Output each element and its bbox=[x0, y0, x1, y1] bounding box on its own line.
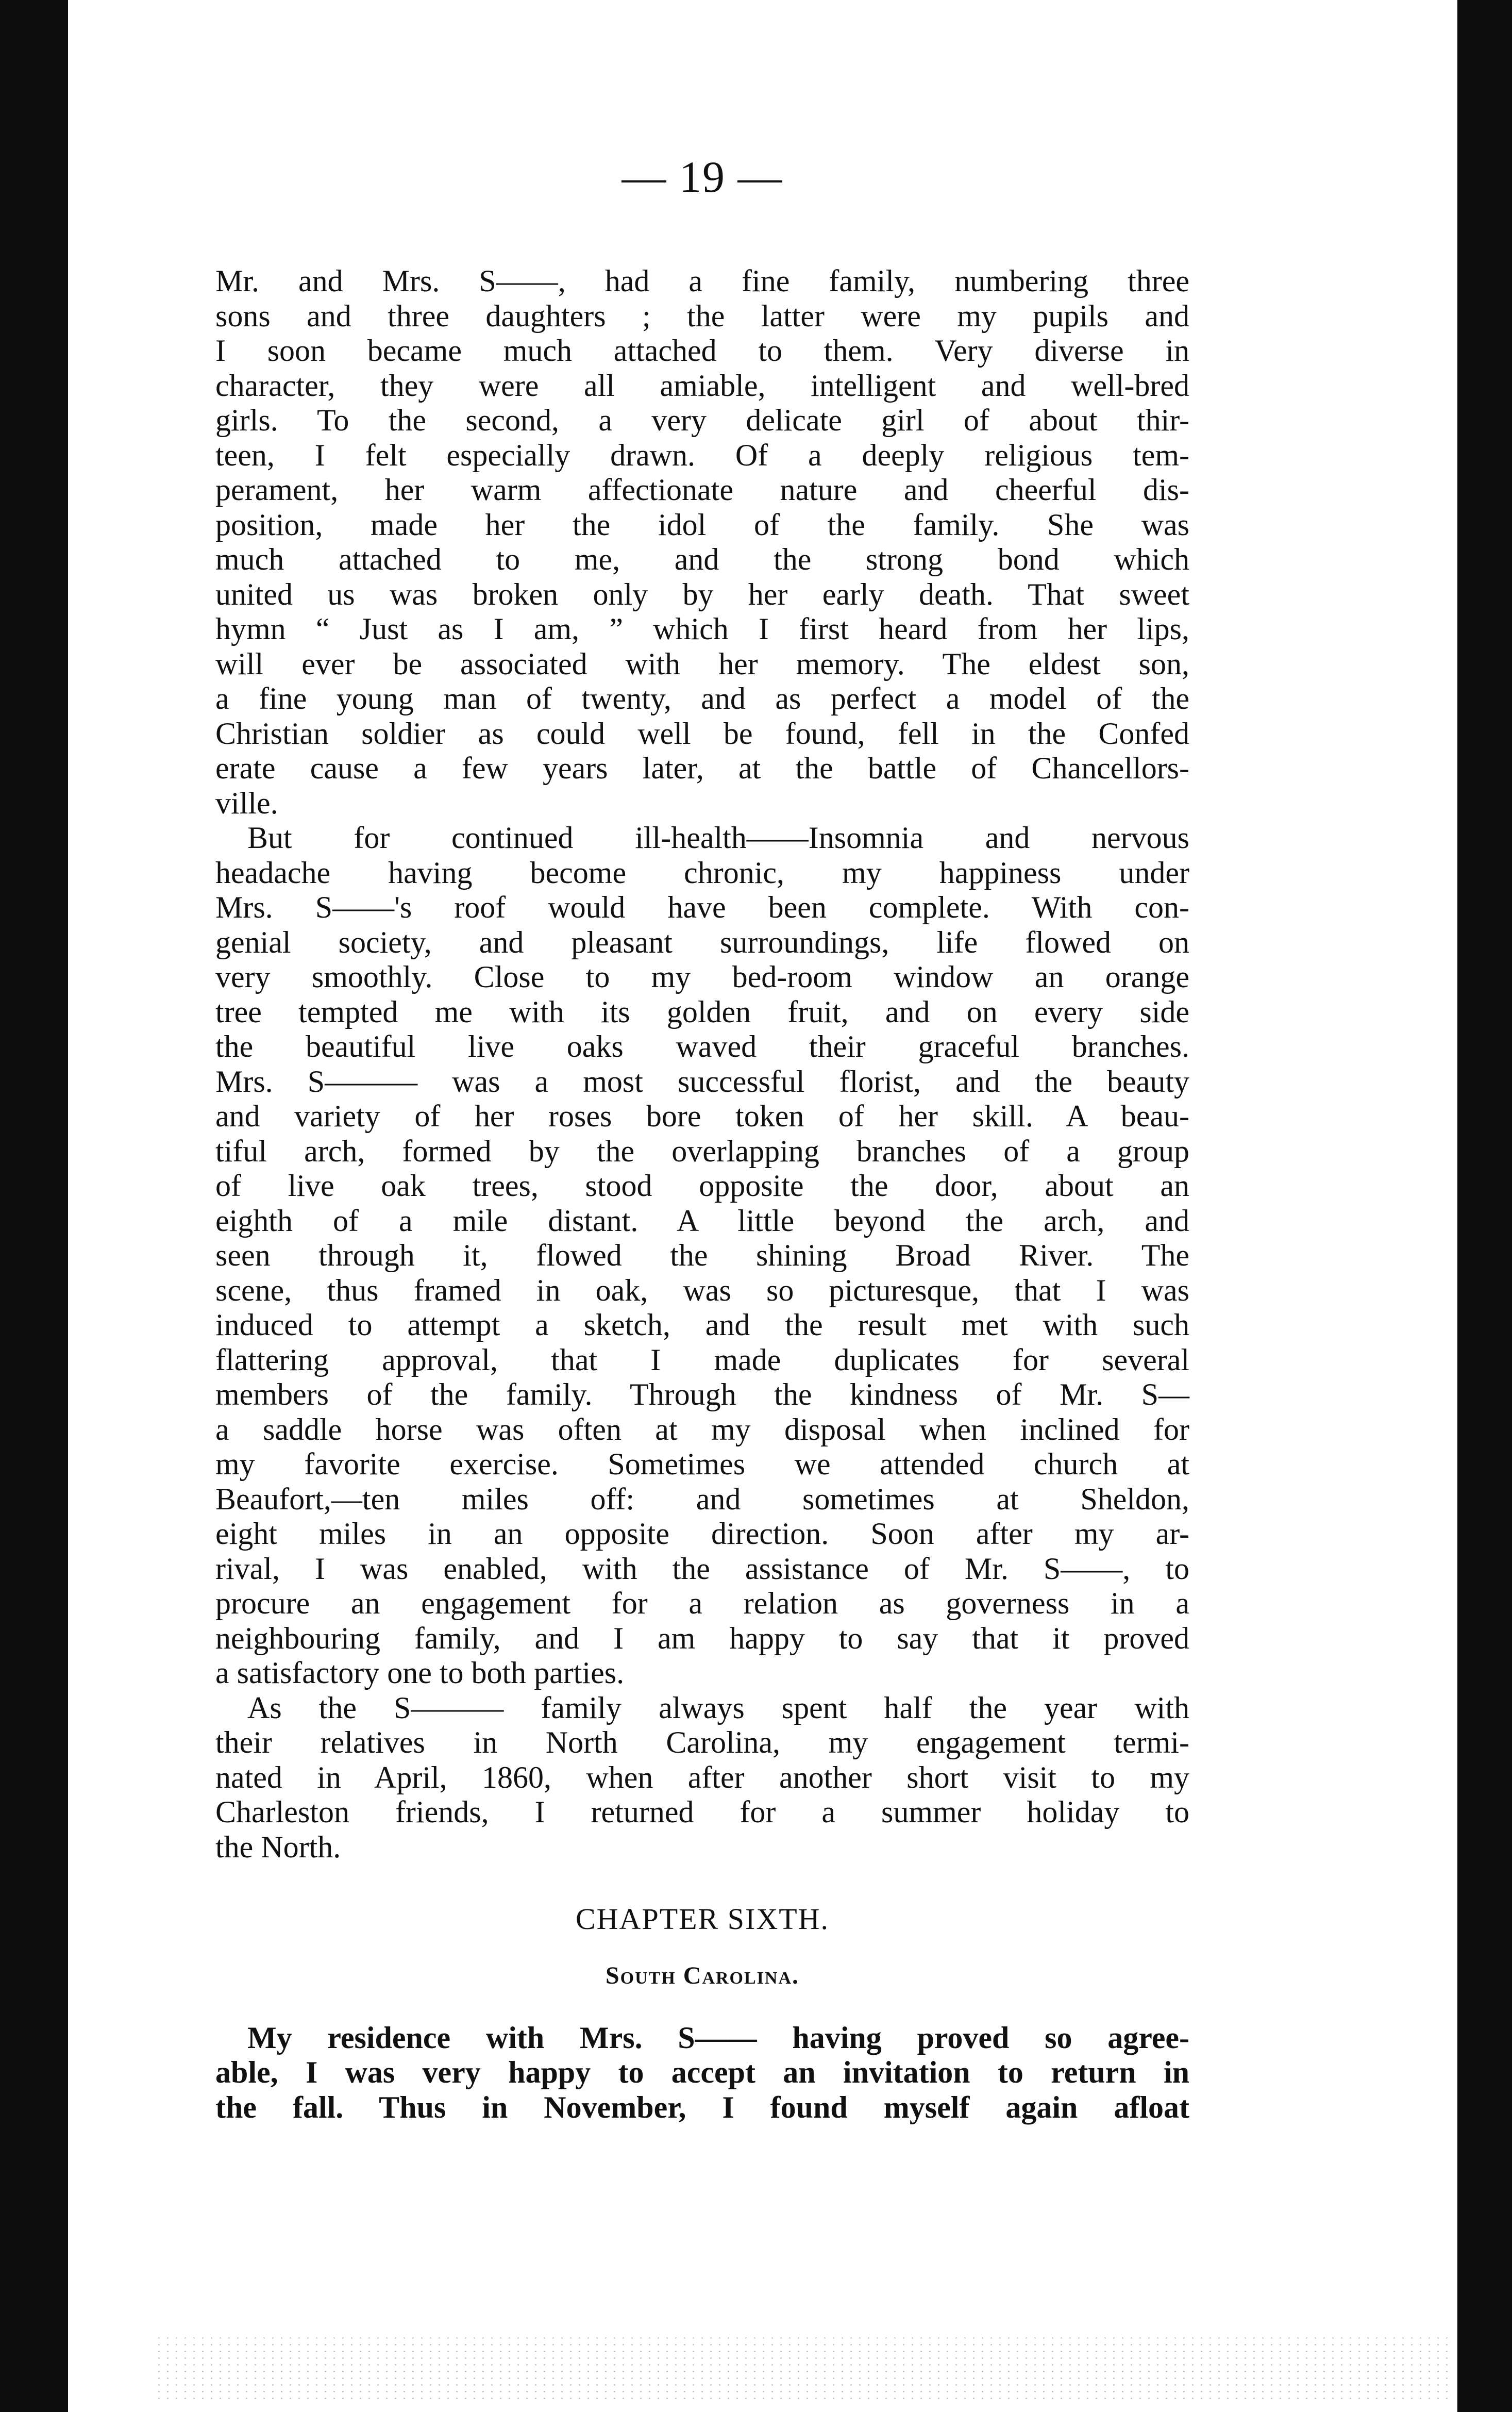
book-page bbox=[215, 152, 1189, 2125]
scan-speckle-noise bbox=[155, 2335, 1450, 2402]
text-line: a satisfactory one to both parties. bbox=[215, 1656, 625, 1690]
text-line: nated in April, 1860, when after another short visit to my bbox=[215, 1760, 1189, 1794]
text-line: ville. bbox=[215, 786, 278, 820]
text-line: Beaufort,—ten miles off: and sometimes at Sheldon, bbox=[215, 1482, 1189, 1516]
chapter-opening-paragraph bbox=[215, 2021, 1189, 2125]
text-line: able, I was very happy to accept an invitation to return in bbox=[215, 2055, 1189, 2090]
text-line: genial society, and pleasant surroundings, life flowed on bbox=[215, 925, 1189, 959]
text-line: a saddle horse was often at my disposal when inclined for bbox=[215, 1412, 1189, 1446]
text-line: procure an engagement for a relation as governess in a bbox=[215, 1586, 1189, 1620]
text-line: of live oak trees, stood opposite the door, about an bbox=[215, 1169, 1189, 1203]
text-line: induced to attempt a sketch, and the result met with such bbox=[215, 1308, 1189, 1342]
text-line: and variety of her roses bore token of her skill. A beau- bbox=[215, 1099, 1189, 1133]
text-line: flattering approval, that I made duplicates for several bbox=[215, 1342, 1189, 1377]
body-text bbox=[215, 264, 1189, 1865]
text-line: seen through it, flowed the shining Broad River. The bbox=[215, 1238, 1189, 1272]
text-line: my favorite exercise. Sometimes we attended church at bbox=[215, 1447, 1189, 1481]
paragraph bbox=[215, 1691, 1189, 1865]
text-line: Mrs. S——'s roof would have been complete. With con- bbox=[215, 890, 1189, 924]
text-line: the North. bbox=[215, 1829, 341, 1864]
text-line: character, they were all amiable, intelligent and well-bred bbox=[215, 368, 1189, 403]
text-line: Christian soldier as could well be found, fell in the Confed bbox=[215, 716, 1189, 751]
text-line: erate cause a few years later, at the battle of Chancellors- bbox=[215, 751, 1189, 785]
text-line: tree tempted me with its golden fruit, and on every side bbox=[215, 994, 1189, 1029]
text-line: eight miles in an opposite direction. Soon after my ar- bbox=[215, 1517, 1189, 1551]
text-line: a fine young man of twenty, and as perfect a model of the bbox=[215, 681, 1189, 716]
paragraph bbox=[215, 264, 1189, 821]
text-line: their relatives in North Carolina, my engagement termi- bbox=[215, 1725, 1189, 1759]
page-number: — 19 — bbox=[621, 152, 783, 202]
text-line: very smoothly. Close to my bed-room window an orange bbox=[215, 960, 1189, 994]
text-line: teen, I felt especially drawn. Of a deeply religious tem- bbox=[215, 438, 1189, 472]
text-line: eighth of a mile distant. A little beyond the arch, and bbox=[215, 1203, 1189, 1238]
text-line: much attached to me, and the strong bond which bbox=[215, 542, 1189, 576]
text-line: But for continued ill-health——Insomnia and nervous bbox=[247, 821, 1189, 855]
text-line: position, made her the idol of the family. She was bbox=[215, 507, 1189, 542]
text-line: perament, her warm affectionate nature and cheerful dis- bbox=[215, 473, 1189, 507]
chapter-title: CHAPTER SIXTH. bbox=[575, 1902, 830, 1936]
text-line: I soon became much attached to them. Very diverse in bbox=[215, 334, 1189, 368]
text-line: tiful arch, formed by the overlapping branches of a group bbox=[215, 1134, 1189, 1168]
text-line: neighbouring family, and I am happy to say that it proved bbox=[215, 1621, 1189, 1655]
text-line: headache having become chronic, my happiness under bbox=[215, 855, 1189, 890]
scan-right-border bbox=[1457, 0, 1512, 2412]
paragraph bbox=[215, 821, 1189, 1691]
text-line: the fall. Thus in November, I found myself again afloat bbox=[215, 2090, 1189, 2124]
text-line: hymn “ Just as I am, ” which I first heard from her lips, bbox=[215, 612, 1189, 646]
text-line: sons and three daughters ; the latter were my pupils and bbox=[215, 298, 1189, 333]
text-line: scene, thus framed in oak, was so picturesque, that I was bbox=[215, 1273, 1189, 1307]
text-line: girls. To the second, a very delicate girl of about thir- bbox=[215, 403, 1189, 437]
text-line: the beautiful live oaks waved their graceful branches. bbox=[215, 1029, 1189, 1063]
text-line: rival, I was enabled, with the assistance of Mr. S——, to bbox=[215, 1551, 1189, 1586]
text-line: Charleston friends, I returned for a summer holiday to bbox=[215, 1795, 1189, 1829]
scan-left-border bbox=[0, 0, 68, 2412]
text-line: As the S——— family always spent half the year with bbox=[247, 1690, 1189, 1725]
text-line: will ever be associated with her memory. The eldest son, bbox=[215, 646, 1189, 681]
text-line: united us was broken only by her early death. That sweet bbox=[215, 577, 1189, 611]
text-line: My residence with Mrs. S—— having proved so agree- bbox=[247, 2020, 1189, 2055]
text-line: Mr. and Mrs. S——, had a fine family, numbering three bbox=[215, 264, 1189, 298]
text-line: Mrs. S——— was a most successful florist, and the beauty bbox=[215, 1064, 1189, 1099]
text-line: members of the family. Through the kindness of Mr. S— bbox=[215, 1377, 1189, 1411]
chapter-subtitle: South Carolina. bbox=[605, 1961, 800, 1989]
